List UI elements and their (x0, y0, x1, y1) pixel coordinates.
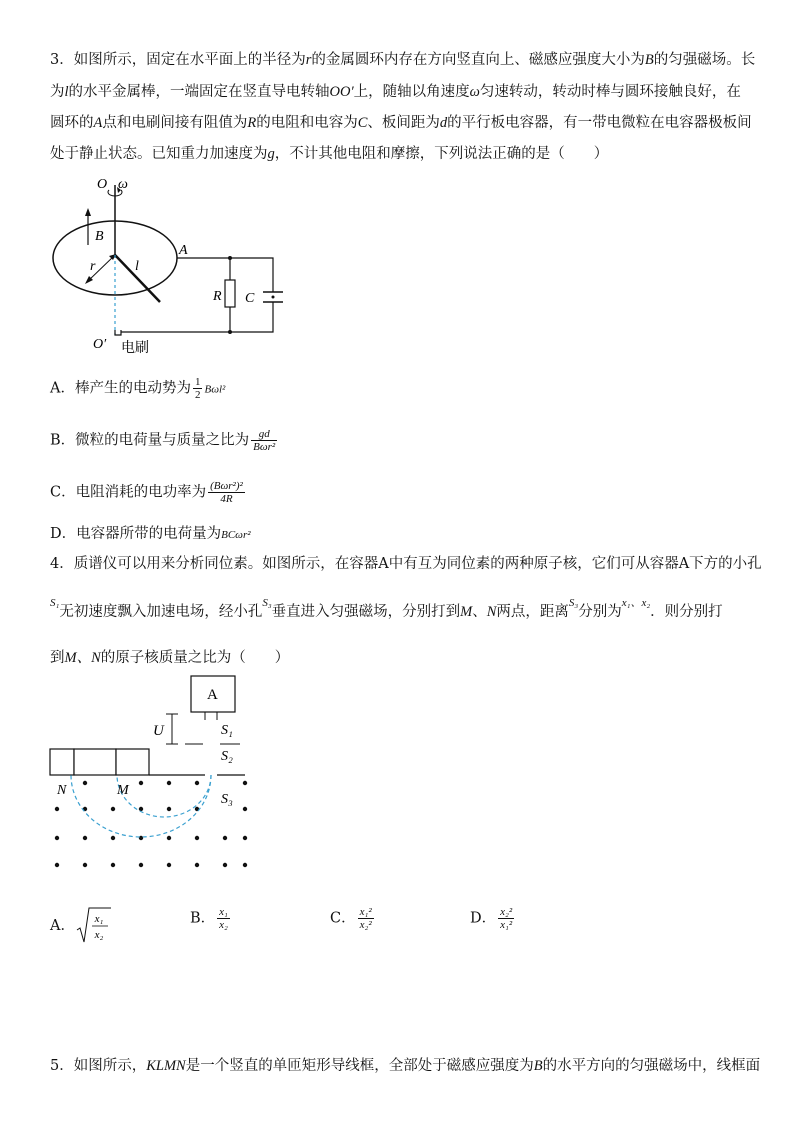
q3-line-3: 圆环的A点和电刷间接有阻值为R的电阻和电容为C、板间距为d的平行板电容器，有一带电微粒在电容器极板间 (50, 115, 752, 131)
label-brush: 电刷 (121, 341, 149, 356)
magnetic-field-dot (195, 863, 199, 867)
q4-mass-spectrometer-diagram (45, 672, 260, 872)
label-A: A (179, 243, 188, 258)
q3-option-d[interactable]: D．电容器所带的电荷量为BCωr² (50, 526, 251, 542)
magnetic-field-dot (243, 836, 247, 840)
label-R: R (213, 289, 222, 304)
q3-line-2: 为l的水平金属棒，一端固定在竖直导电转轴OO′上，随轴以角速度ω匀速转动，转动时棒与圆环接触良好，在 (50, 84, 741, 100)
magnetic-field-dot (55, 836, 59, 840)
magnetic-field-dot (243, 863, 247, 867)
label-S3: S₃ (221, 792, 233, 807)
magnetic-field-dot (111, 863, 115, 867)
q3-option-b[interactable]: B．微粒的电荷量与质量之比为 $\frac{gd}{\text{Bωr²}}$ (50, 428, 276, 453)
svg-text:x₂: x₂ (94, 929, 104, 941)
label-S2: S₂ (221, 749, 233, 764)
magnetic-field-dot (111, 836, 115, 840)
label-O-prime: O′ (93, 337, 107, 352)
q5-line-1: 5．如图所示，KLMN是一个竖直的单匝矩形导线框，全部处于磁感应强度为B的水平方向的匀强磁场中，线框面 (50, 1058, 761, 1074)
magnetic-field-dot (139, 807, 143, 811)
q4-option-c[interactable]: C． $\frac{\text{x₁²}}{\text{x₂²}}$ (330, 906, 372, 931)
magnetic-field-dot (83, 836, 87, 840)
q3-line-4: 处于静止状态。已知重力加速度为g，不计其他电阻和摩擦，下列说法正确的是（ ） (50, 146, 609, 162)
sqrt-symbol-icon (75, 906, 111, 946)
label-omega: ω (118, 177, 128, 192)
magnetic-field-dot (83, 863, 87, 867)
magnetic-field-dot (111, 807, 115, 811)
label-N: N (57, 783, 67, 798)
magnetic-field-dot (139, 781, 143, 785)
label-r: r (90, 259, 96, 274)
magnetic-field-dot (223, 836, 227, 840)
label-O: O (97, 177, 108, 192)
q4-option-d[interactable]: D． $\frac{\text{x₂²}}{\text{x₁²}}$ (470, 906, 513, 931)
q3-option-c[interactable]: C．电阻消耗的电功率为 $\frac{\text{(Bωr²)²}}{4R}$ (50, 480, 243, 505)
svg-text:x₁: x₁ (94, 913, 104, 925)
label-S1: S₁ (221, 723, 233, 738)
q4-option-b[interactable]: B． $\frac{\text{x₁}}{\text{x₂}}$ (190, 906, 228, 931)
magnetic-field-dot (167, 836, 171, 840)
label-container-A: A (207, 687, 218, 703)
label-B: B (95, 229, 104, 244)
magnetic-field-dot (243, 781, 247, 785)
magnetic-field-dot (55, 863, 59, 867)
magnetic-field-dot (195, 836, 199, 840)
magnetic-field-dot (83, 781, 87, 785)
q4-option-a[interactable]: A． x₁ x₂ (50, 906, 111, 946)
magnetic-field-dot (55, 807, 59, 811)
magnetic-field-dot (139, 863, 143, 867)
magnetic-field-dot (223, 863, 227, 867)
label-l: l (135, 259, 139, 274)
q3-option-a[interactable]: A．棒产生的电动势为 $\frac{1}{2}$ Bωl² (50, 376, 226, 401)
label-C: C (245, 291, 255, 306)
magnetic-field-dot (167, 807, 171, 811)
q4-line-2: $^{S_1}$无初速度飘入加速电场，经小孔$^{S_3}$垂直进入匀强磁场，分别打到M、N两点，距离$^{S_3}$分别为$^{x_1、x_2}$．则分别打 (50, 597, 723, 620)
q3-line-1: 3．如图所示，固定在水平面上的半径为r的金属圆环内存在方向竖直向上、磁感应强度大小为B的匀强磁场。长 (50, 52, 756, 68)
q4-line-3: 到M、N的原子核质量之比为（ ） (50, 650, 290, 666)
q4-line-1: 4．质谱仪可以用来分析同位素。如图所示，在容器A中有互为同位素的两种原子核，它们可从容器A下方的小孔 (50, 556, 762, 572)
label-U: U (153, 723, 164, 739)
magnetic-field-dot (243, 807, 247, 811)
magnetic-field-dot (195, 781, 199, 785)
magnetic-field-dot (167, 781, 171, 785)
magnetic-field-dot (167, 863, 171, 867)
q3-circuit-diagram (45, 170, 305, 360)
label-M: M (117, 783, 129, 798)
